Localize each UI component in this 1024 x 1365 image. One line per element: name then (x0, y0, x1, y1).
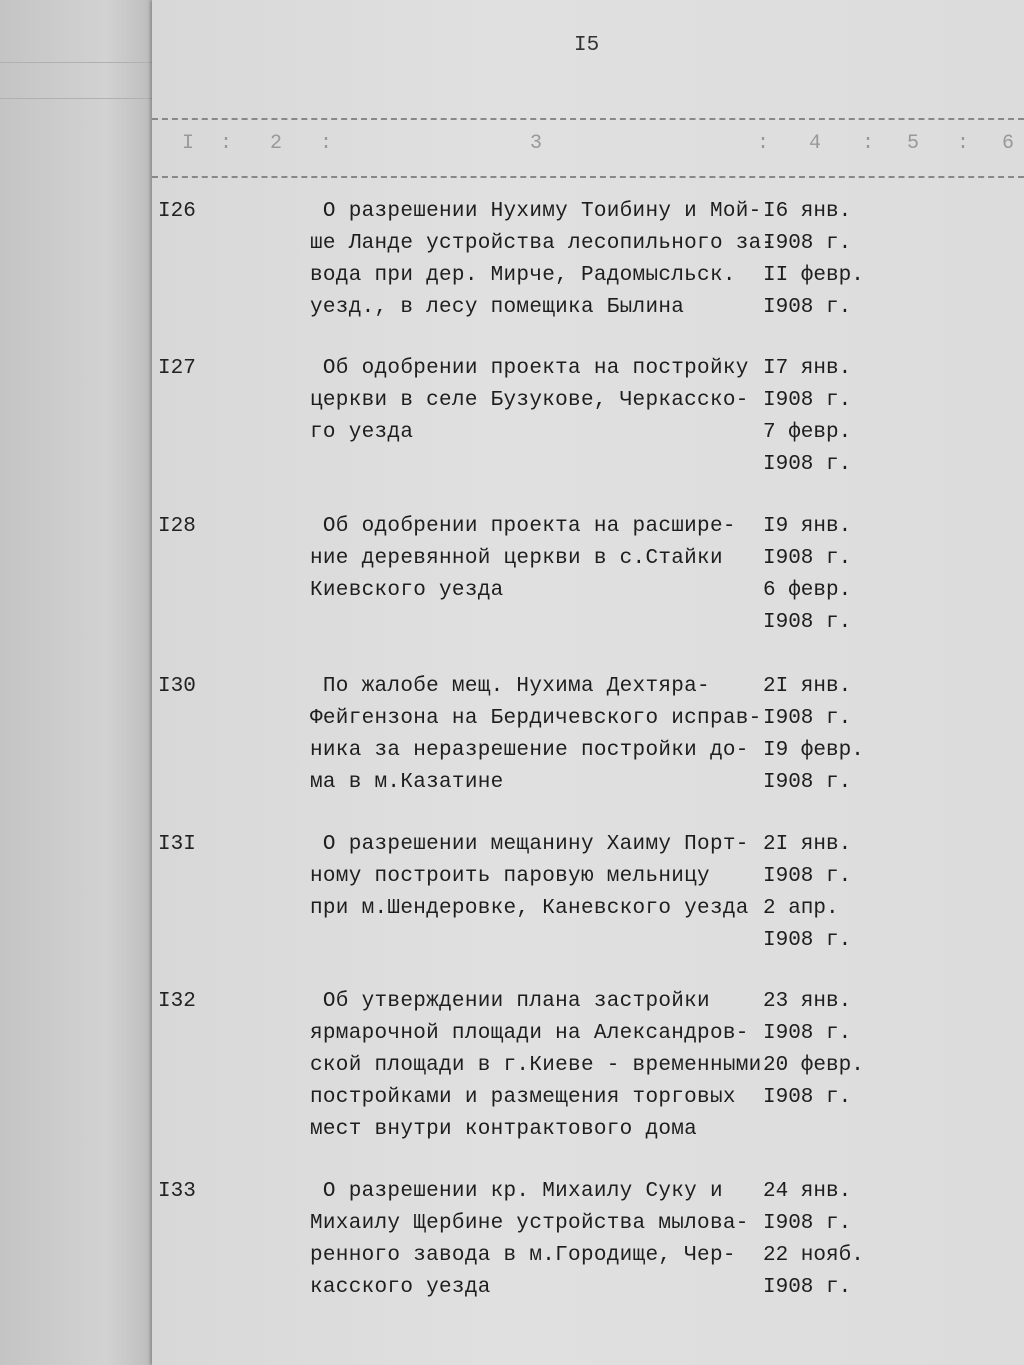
header-col: 4 (809, 132, 822, 155)
entry-number: I28 (158, 515, 196, 538)
entry-date-line: I9 февр. (763, 739, 864, 762)
entry-date-line: I908 г. (763, 1276, 852, 1299)
entry-date-line: 2 апр. (763, 897, 839, 920)
entry-text-line: ской площади в г.Киеве - временными (310, 1054, 762, 1077)
entry-date-line: I9 янв. (763, 515, 852, 538)
entry-date-line: I908 г. (763, 771, 852, 794)
entry-number: I27 (158, 357, 196, 380)
entry-text-line: го уезда (310, 421, 414, 444)
header-col: 6 (1002, 132, 1015, 155)
entry-date-line: I908 г. (763, 929, 852, 952)
entry-date-line: 2I янв. (763, 833, 852, 856)
entry-text-line: ника за неразрешение постройки до- (310, 739, 749, 762)
header-sep: : (757, 132, 770, 155)
entry-date-line: I908 г. (763, 232, 852, 255)
entry-text-line: ному построить паровую мельницу (310, 865, 710, 888)
header-sep: : (957, 132, 970, 155)
entry-number: I32 (158, 990, 196, 1013)
entry-text-line: уезд., в лесу помещика Былина (310, 296, 685, 319)
header-sep: : (220, 132, 233, 155)
entry-text-line: церкви в селе Бузукове, Черкасско- (310, 389, 749, 412)
entry-text-line: ше Ланде устройства лесопильного за- (310, 232, 775, 255)
entry-text-line: Фейгензона на Бердичевского исправ- (310, 707, 762, 730)
entry-text-line: мест внутри контрактового дома (310, 1118, 698, 1141)
entry-text-line: О разрешении кр. Михаилу Суку и (310, 1180, 723, 1203)
entry-date-line: 24 янв. (763, 1180, 852, 1203)
entry-number: I26 (158, 200, 196, 223)
header-col: 5 (907, 132, 920, 155)
entry-text-line: вода при дер. Мирче, Радомысльск. (310, 264, 736, 287)
entry-text-line: Об одобрении проекта на постройку (310, 357, 749, 380)
header-col: 2 (270, 132, 283, 155)
column-header (152, 118, 1024, 178)
entry-date-line: I908 г. (763, 865, 852, 888)
entry-text-line: ма в м.Казатине (310, 771, 504, 794)
entry-date-line: 7 февр. (763, 421, 852, 444)
entry-text-line: постройками и размещения торговых (310, 1086, 736, 1109)
header-col: I (182, 132, 195, 155)
entry-date-line: II февр. (763, 264, 864, 287)
previous-page-edge (0, 0, 152, 1365)
entry-date-line: I7 янв. (763, 357, 852, 380)
entry-date-line: I908 г. (763, 1212, 852, 1235)
entry-text-line: при м.Шендеровке, Каневского уезда (310, 897, 749, 920)
entry-text-line: ярмарочной площади на Александров- (310, 1022, 749, 1045)
entry-date-line: 2I янв. (763, 675, 852, 698)
ghost-header-lines (0, 62, 152, 99)
entry-date-line: I908 г. (763, 453, 852, 476)
entry-number: I33 (158, 1180, 196, 1203)
entry-date-line: I908 г. (763, 296, 852, 319)
header-sep: : (320, 132, 333, 155)
entry-date-line: I908 г. (763, 611, 852, 634)
header-sep: : (862, 132, 875, 155)
entry-date-line: 23 янв. (763, 990, 852, 1013)
entry-text-line: ренного завода в м.Городище, Чер- (310, 1244, 736, 1267)
entry-date-line: I908 г. (763, 389, 852, 412)
entry-number: I3I (158, 833, 196, 856)
entry-number: I30 (158, 675, 196, 698)
entry-date-line: I908 г. (763, 707, 852, 730)
entry-text-line: Об одобрении проекта на расшире- (310, 515, 736, 538)
entry-text-line: О разрешении мещанину Хаиму Порт- (310, 833, 749, 856)
entry-date-line: I908 г. (763, 1086, 852, 1109)
entry-date-line: 20 февр. (763, 1054, 864, 1077)
entry-text-line: Киевского уезда (310, 579, 504, 602)
entry-text-line: ние деревянной церкви в с.Стайки (310, 547, 723, 570)
entry-text-line: Михаилу Щербине устройства мылова- (310, 1212, 749, 1235)
entry-text-line: Об утверждении плана застройки (310, 990, 710, 1013)
entry-date-line: 22 нояб. (763, 1244, 864, 1267)
entry-date-line: I908 г. (763, 547, 852, 570)
entry-date-line: 6 февр. (763, 579, 852, 602)
entry-text-line: По жалобе мещ. Нухима Дехтяра- (310, 675, 710, 698)
entry-text-line: касского уезда (310, 1276, 491, 1299)
page-number: I5 (574, 34, 600, 57)
header-col: 3 (530, 132, 543, 155)
document-page (152, 0, 1024, 1365)
entry-date-line: I908 г. (763, 1022, 852, 1045)
entry-date-line: I6 янв. (763, 200, 852, 223)
entry-text-line: О разрешении Нухиму Тоибину и Мой- (310, 200, 762, 223)
